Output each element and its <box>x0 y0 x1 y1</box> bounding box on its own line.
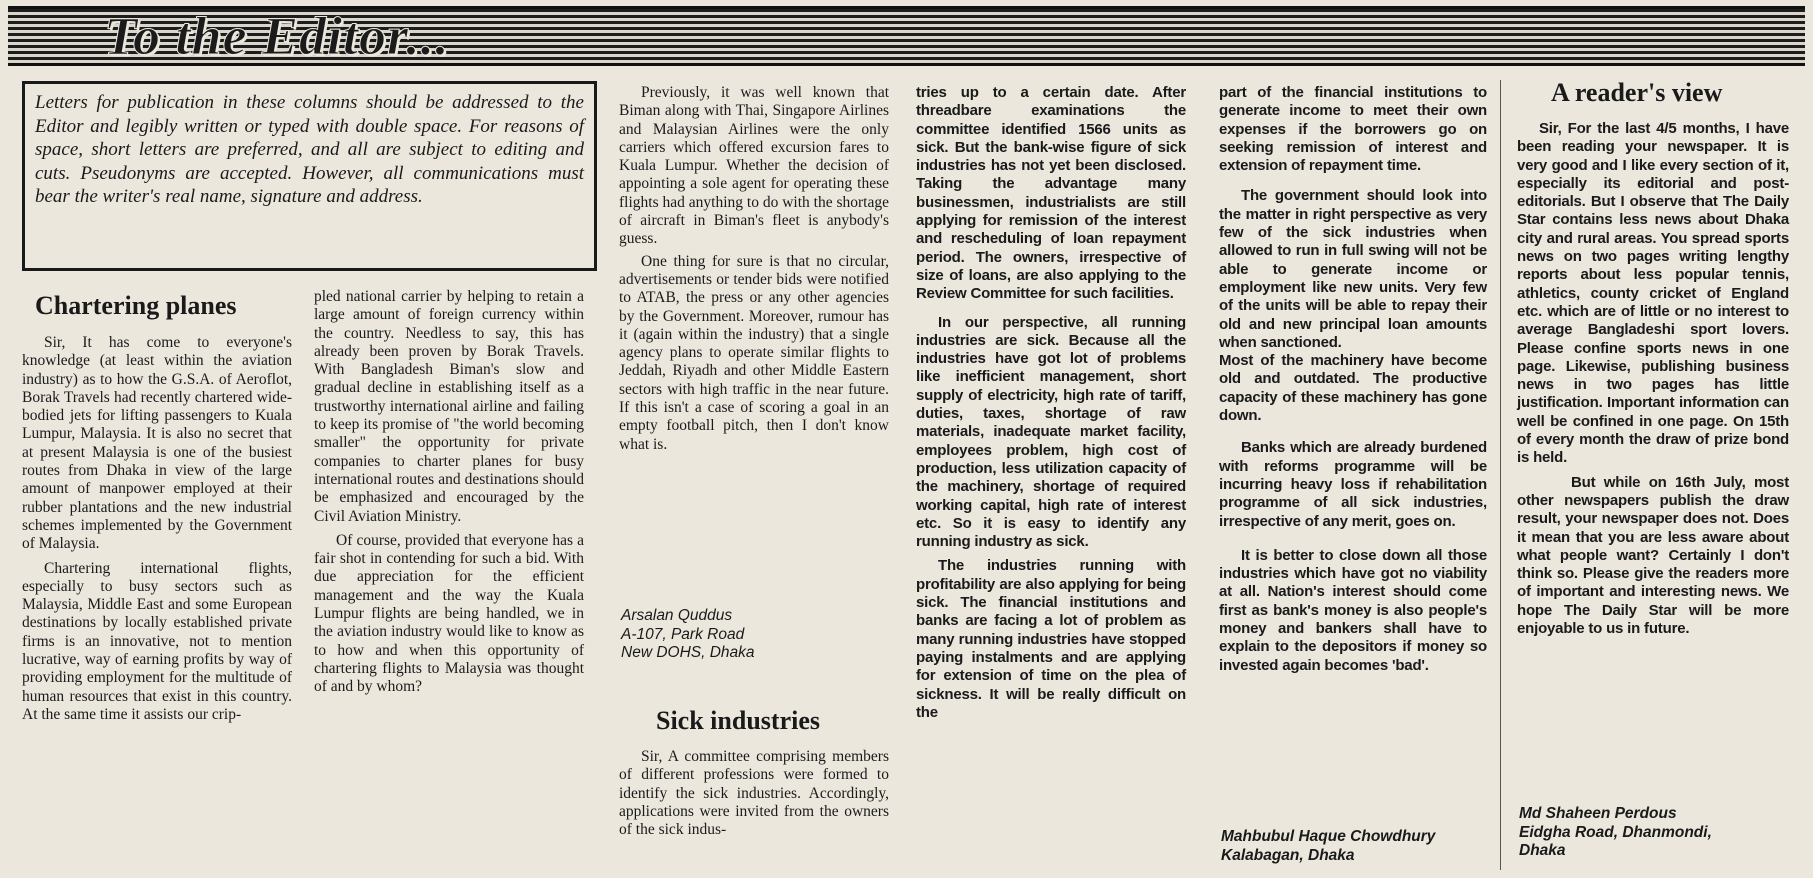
signature-line: Dhaka <box>1519 842 1566 859</box>
letter2-paragraph: In our perspective, all running industries are sick. Because all the industries have got lot of problems like inefficient management, short supply of electricity, high rate of tariff, duties, taxes, shortage of raw materials, inadequate market facility, employees problem, high cost of production, less utilization capacity of the machinery, shortage of required working capital, high rate of interest etc. So it is easy to identify any running industry as sick. <box>916 313 1186 551</box>
letter3-signature <box>1519 805 1712 861</box>
letter3-column <box>1517 120 1789 638</box>
letter1-paragraph: Chartering international flights, especially to busy sectors such as Malaysia, Middle East and some European destinations by locally established private firms is an innovative, not to mention lucrative, way of earning profits by way of providing employment for the multitude of human resources that exist in this country. At the same time it assists our crip- <box>22 559 292 723</box>
signature-line: Kalabagan, Dhaka <box>1221 846 1355 864</box>
letter1-signature <box>621 607 755 663</box>
letter2-signature <box>1221 828 1435 865</box>
letter1-paragraph: One thing for sure is that no circular, advertisements or tender bids were notified to ATAB, the press or any other agencies by the Government. Moreover, rumour has it (again within the industry) that a single agency plans to operate similar flights to Jeddah, Riyadh and other Middle Eastern sectors with high traffic in the near future. If this isn't a case of scoring a goal in an empty football pitch, then I don't know what is. <box>619 252 889 453</box>
column-divider <box>1500 80 1501 870</box>
signature-line: Arsalan Quddus <box>621 607 733 624</box>
signature-line: Eidgha Road, Dhanmondi, <box>1519 823 1712 841</box>
letter1-paragraph: Previously, it was well known that Biman along with Thai, Singapore Airlines and Malaysian Airlines were the only carriers which offered excursion fares to Kuala Lumpur. Whether the decision of appointing a sole agent for operating these flights had anything to do with the shortage of aircraft in Biman's fleet is anybody's guess. <box>619 84 889 248</box>
letter3-paragraph: But while on 16th July, most other newspapers publish the draw result, your newspaper does not. Does it mean that you are less aware about what people want? Certainly I don't think so. Please give the readers more of important and interesting news. We hope The Daily Star will be more enjoyable to us in future. <box>1517 473 1789 638</box>
letter2-paragraph: The government should look into the matter in right perspective as very few of the sick industries when allowed to run in full swing will not be able to generate income or employment like new units. Very few of the units will be able to repay their old and new principal loan amounts when sanctioned. <box>1219 187 1487 351</box>
letter2-paragraph: part of the financial institutions to generate income to meet their own expenses if the borrowers go on seeking remission of interest and extension of repayment time. <box>1219 84 1487 175</box>
signature-line: A-107, Park Road <box>621 625 745 643</box>
editorial-notice-box: Letters for publication in these columns should be addressed to the Editor and legibly written or typed with double space. For reasons of space, short letters are preferred, and all are subject to editing and cuts. Pseudonyms are accepted. However, all communications must bear the writer's real name, signature and address. <box>22 81 597 271</box>
section-banner <box>8 6 1805 66</box>
letter1-column-3 <box>619 84 889 454</box>
letter1-column-2 <box>314 288 584 697</box>
letter1-column-1 <box>22 334 292 724</box>
letter3-paragraph: Sir, For the last 4/5 months, I have been reading your newspaper. It is very good and I like every section of it, especially its editorial and post-editorials. But I observe that The Daily Star contains less news about Dhaka city and rural areas. You spread sports news on two pages writing lengthy reports about less popular tennis, athletics, county cricket of England etc. which are of little or no interest to average Bangladeshi sport lovers. Please confine sports news in one page. Likewise, publishing business news in two pages has little justification. Important information can well be confined in one page. On 15th of every month the draw of prize bond is held. <box>1517 120 1789 467</box>
letter2-paragraph: Sir, A committee comprising members of different professions were formed to identify the sick industries. Accordingly, applications were invited from the owners of the sick indus- <box>619 748 889 839</box>
letter2-paragraph: tries up to a certain date. After threadbare examinations the committee identified 1566 units as sick. But the bank-wise figure of sick industries has not yet been disclosed. Taking the advantage many businessmen, industrialists are still applying for remission of the interest and rescheduling of loan repayment period. The owners, irrespective of size of loans, are also applying to the Review Committee for such facilities. <box>916 84 1186 303</box>
letter-heading-chartering-planes: Chartering planes <box>35 291 237 320</box>
signature-line: Mahbubul Haque Chowdhury <box>1221 828 1436 845</box>
letter-heading-sick-industries: Sick industries <box>656 706 820 735</box>
letter2-paragraph: Banks which are already burdened with reforms programme will be incurring heavy loss if rehabilitation programme of all sick industries, irrespective of any merit, goes on. <box>1219 439 1487 530</box>
signature-line: New DOHS, Dhaka <box>621 644 755 661</box>
letter1-paragraph: Sir, It has come to everyone's knowledge (at least within the aviation industry) as to how the G.S.A. of Aeroflot, Borak Travels had recently chartered wide-bodied jets for lifting passengers to Kuala Lumpur, Malaysia. It is also no secret that at present Malaysia is one of the busiest routes from Dhaka in view of the large amount of manpower employed at their rubber plantations and the new industrial schemes implemented by the Government of Malaysia. <box>22 334 292 553</box>
letter-heading-a-readers-view: A reader's view <box>1551 78 1723 107</box>
letter2-column-1 <box>619 748 889 839</box>
letter2-column-3 <box>1219 84 1487 675</box>
letter1-paragraph: pled national carrier by helping to retain a large amount of foreign currency within the country. Needless to say, this has already been proven by Borak Travels. With Bangladesh Biman's slow and gradual decline in establishing itself as a trustworthy international airline and failing to keep its promise of "the world becoming smaller" the opportunity for private companies to charter planes for busy international routes and destinations should be emphasized and encouraged by the Civil Aviation Ministry. <box>314 288 584 525</box>
letter2-paragraph: Most of the machinery have become old and outdated. The productive capacity of these machinery has gone down. <box>1219 352 1487 425</box>
letter2-column-2 <box>916 84 1186 722</box>
section-title: To the Editor... <box>104 6 450 66</box>
letter2-paragraph: The industries running with profitability are also applying for being sick. The financial institutions and banks are facing a lot of problem as many running industries have stopped paying instalments and are applying for extension of time on the plea of sickness. It will be really difficult on the <box>916 557 1186 721</box>
letter2-paragraph: It is better to close down all those industries which have got no viability at all. Nation's interest should come first as bank's money is also people's money and bankers shall have to explain to the depositors if money so invested again becomes 'bad'. <box>1219 546 1487 674</box>
letter1-paragraph: Of course, provided that everyone has a fair shot in contending for such a bid. With due appreciation for the efficient management and the way the Kuala Lumpur flights are being handled, we in the aviation industry would like to know as to how and when this opportunity of chartering flights to Malaysia was thought of and by whom? <box>314 531 584 696</box>
signature-line: Md Shaheen Perdous <box>1519 805 1677 822</box>
